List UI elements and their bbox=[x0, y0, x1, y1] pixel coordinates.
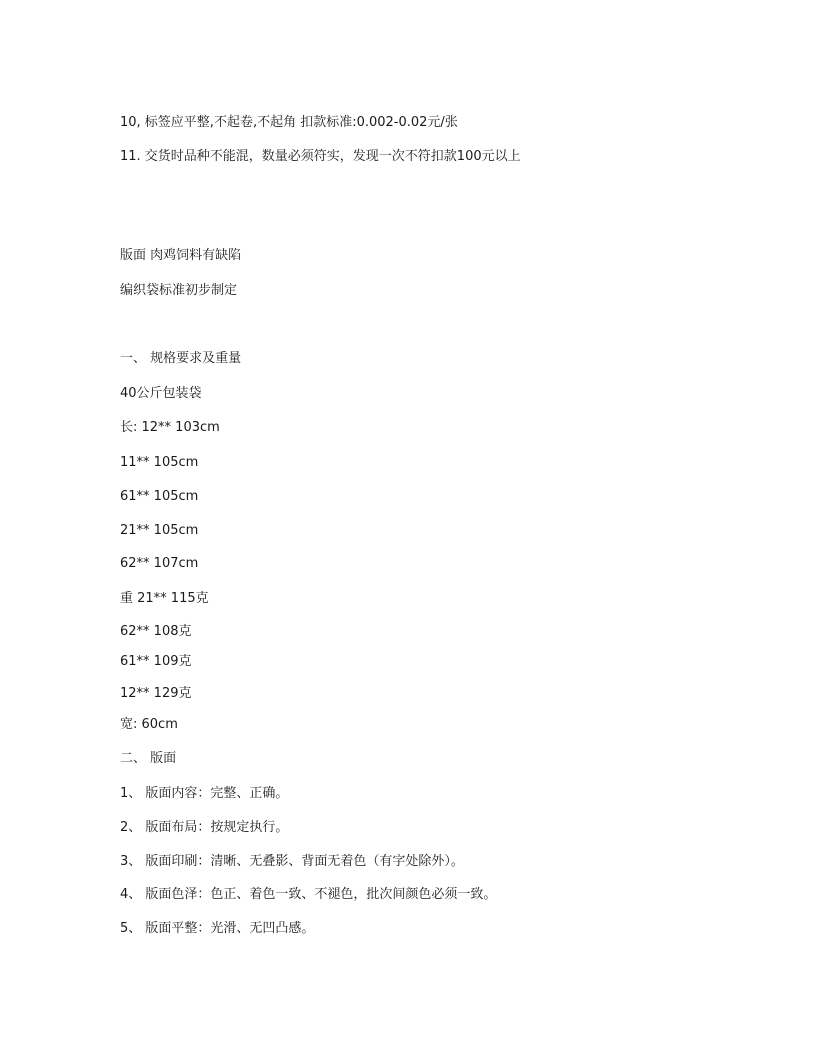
text-line-weight-1: 重 21** 115克 bbox=[120, 591, 209, 606]
text-line-weight-2: 62** 108克 bbox=[120, 624, 192, 639]
text-line-label-requirement: 10, 标签应平整,不起卷,不起角 扣款标准:0.002-0.02元/张 bbox=[120, 115, 458, 130]
list-item-layout-printing: 3、 版面印刷：清晰、无叠影、背面无着色（有字处除外）。 bbox=[120, 854, 464, 869]
text-line-weight-4: 12** 129克 bbox=[120, 686, 192, 701]
text-line-length-2: 11** 105cm bbox=[120, 455, 199, 470]
section-heading-layout: 二、 版面 bbox=[120, 751, 177, 766]
text-line-length-4: 21** 105cm bbox=[120, 523, 199, 538]
text-line-bag-type: 40公斤包装袋 bbox=[120, 386, 202, 401]
text-line-length-1: 长: 12** 103cm bbox=[120, 420, 220, 435]
text-line-standard-title: 编织袋标准初步制定 bbox=[120, 283, 238, 298]
list-item-layout-flatness: 5、 版面平整：光滑、无凹凸感。 bbox=[120, 921, 315, 936]
text-line-length-5: 62** 107cm bbox=[120, 556, 199, 571]
text-line-weight-3: 61** 109克 bbox=[120, 654, 192, 669]
text-line-width: 宽: 60cm bbox=[120, 717, 178, 732]
list-item-layout-color: 4、 版面色泽：色正、着色一致、不褪色，批次间颜色必须一致。 bbox=[120, 887, 497, 902]
text-line-length-3: 61** 105cm bbox=[120, 489, 199, 504]
list-item-layout-content: 1、 版面内容：完整、正确。 bbox=[120, 786, 289, 801]
text-line-layout-defect: 版面 肉鸡饲料有缺陷 bbox=[120, 248, 242, 263]
section-heading-specs: 一、 规格要求及重量 bbox=[120, 351, 242, 366]
text-line-delivery-requirement: 11. 交货时品种不能混，数量必须符实，发现一次不符扣款100元以上 bbox=[120, 149, 521, 164]
list-item-layout-arrangement: 2、 版面布局：按规定执行。 bbox=[120, 820, 289, 835]
